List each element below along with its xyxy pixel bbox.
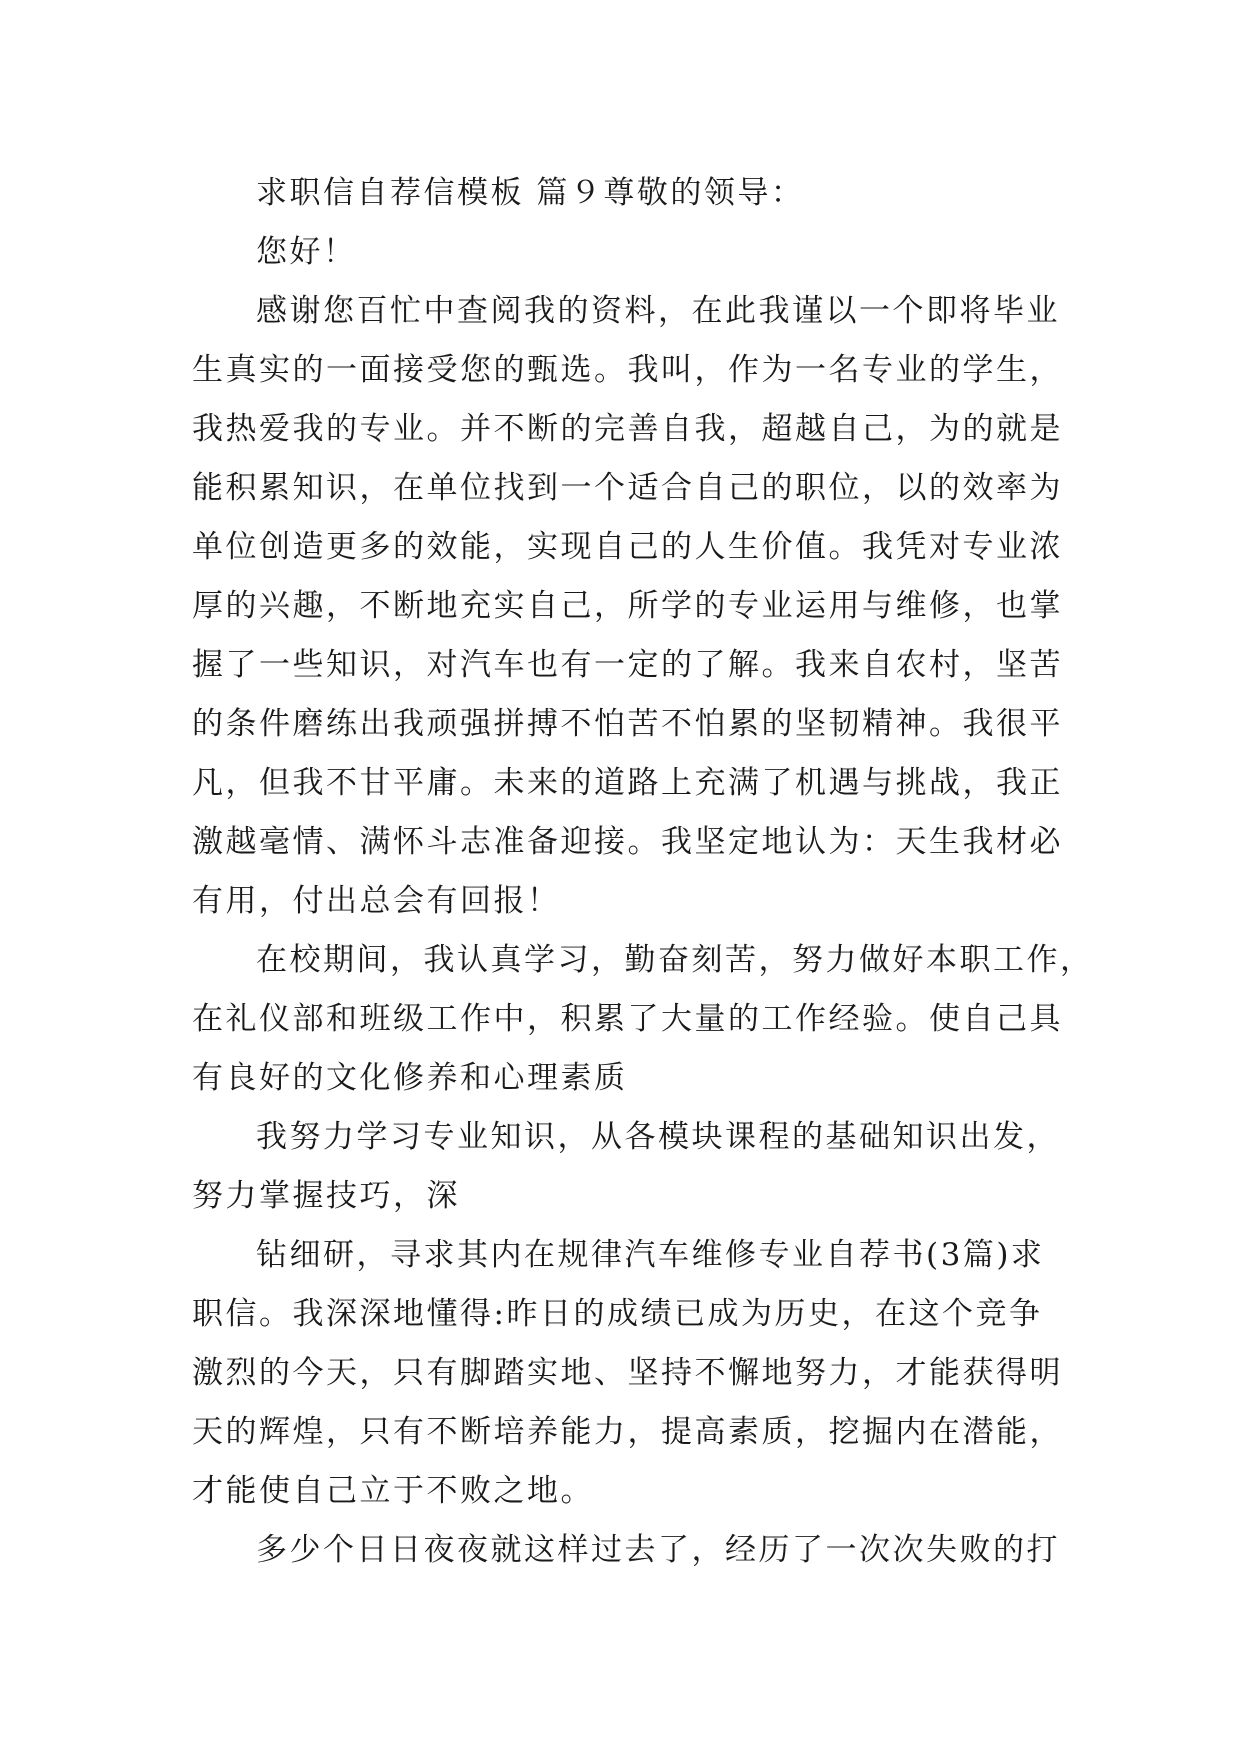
- paragraph-line: 单位创造更多的效能，实现自己的人生价值。我凭对专业浓: [192, 529, 1063, 565]
- paragraph-line: 的条件磨练出我顽强拼搏不怕苦不怕累的坚韧精神。我很平: [192, 706, 1063, 742]
- paragraph-line: 在校期间，我认真学习，勤奋刻苦，努力做好本职工作，: [256, 942, 1094, 978]
- paragraph-line: 我努力学习专业知识，从各模块课程的基础知识出发，: [256, 1119, 1060, 1155]
- paragraph-line: 多少个日日夜夜就这样过去了，经历了一次次失败的打: [256, 1532, 1060, 1568]
- paragraph-line: 职信。我深深地懂得:昨日的成绩已成为历史，在这个竞争: [192, 1296, 1043, 1332]
- paragraph-line: 激越毫情、满怀斗志准备迎接。我坚定地认为：天生我材必: [192, 824, 1063, 860]
- paragraph-line: 握了一些知识，对汽车也有一定的了解。我来自农村，坚苦: [192, 647, 1063, 683]
- paragraph-line: 凡，但我不甘平庸。未来的道路上充满了机遇与挑战，我正: [192, 765, 1063, 801]
- paragraph-line: 感谢您百忙中查阅我的资料，在此我谨以一个即将毕业: [256, 293, 1060, 329]
- paragraph-line: 天的辉煌，只有不断培养能力，提高素质，挖掘内在潜能，: [192, 1414, 1063, 1450]
- paragraph-line: 才能使自己立于不败之地。: [192, 1473, 594, 1509]
- salutation-line: 您好！: [256, 234, 357, 270]
- paragraph-line: 我热爱我的专业。并不断的完善自我，超越自己，为的就是: [192, 411, 1063, 447]
- greeting-line: 求职信自荐信模板 篇９尊敬的领导：: [256, 175, 805, 211]
- paragraph-line: 有用，付出总会有回报！: [192, 883, 561, 919]
- paragraph-line: 厚的兴趣，不断地充实自己，所学的专业运用与维修，也掌: [192, 588, 1063, 624]
- paragraph-line: 在礼仪部和班级工作中，积累了大量的工作经验。使自己具: [192, 1001, 1063, 1037]
- paragraph-line: 激烈的今天，只有脚踏实地、坚持不懈地努力，才能获得明: [192, 1355, 1063, 1391]
- paragraph-line: 能积累知识，在单位找到一个适合自己的职位，以的效率为: [192, 470, 1063, 506]
- paragraph-line: 努力掌握技巧，深: [192, 1178, 460, 1214]
- paragraph-line: 钻细研，寻求其内在规律汽车维修专业自荐书(3篇)求: [256, 1237, 1045, 1273]
- paragraph-line: 生真实的一面接受您的甄选。我叫，作为一名专业的学生，: [192, 352, 1063, 388]
- document-body: [192, 164, 1094, 1580]
- paragraph-line: 有良好的文化修养和心理素质: [192, 1060, 628, 1096]
